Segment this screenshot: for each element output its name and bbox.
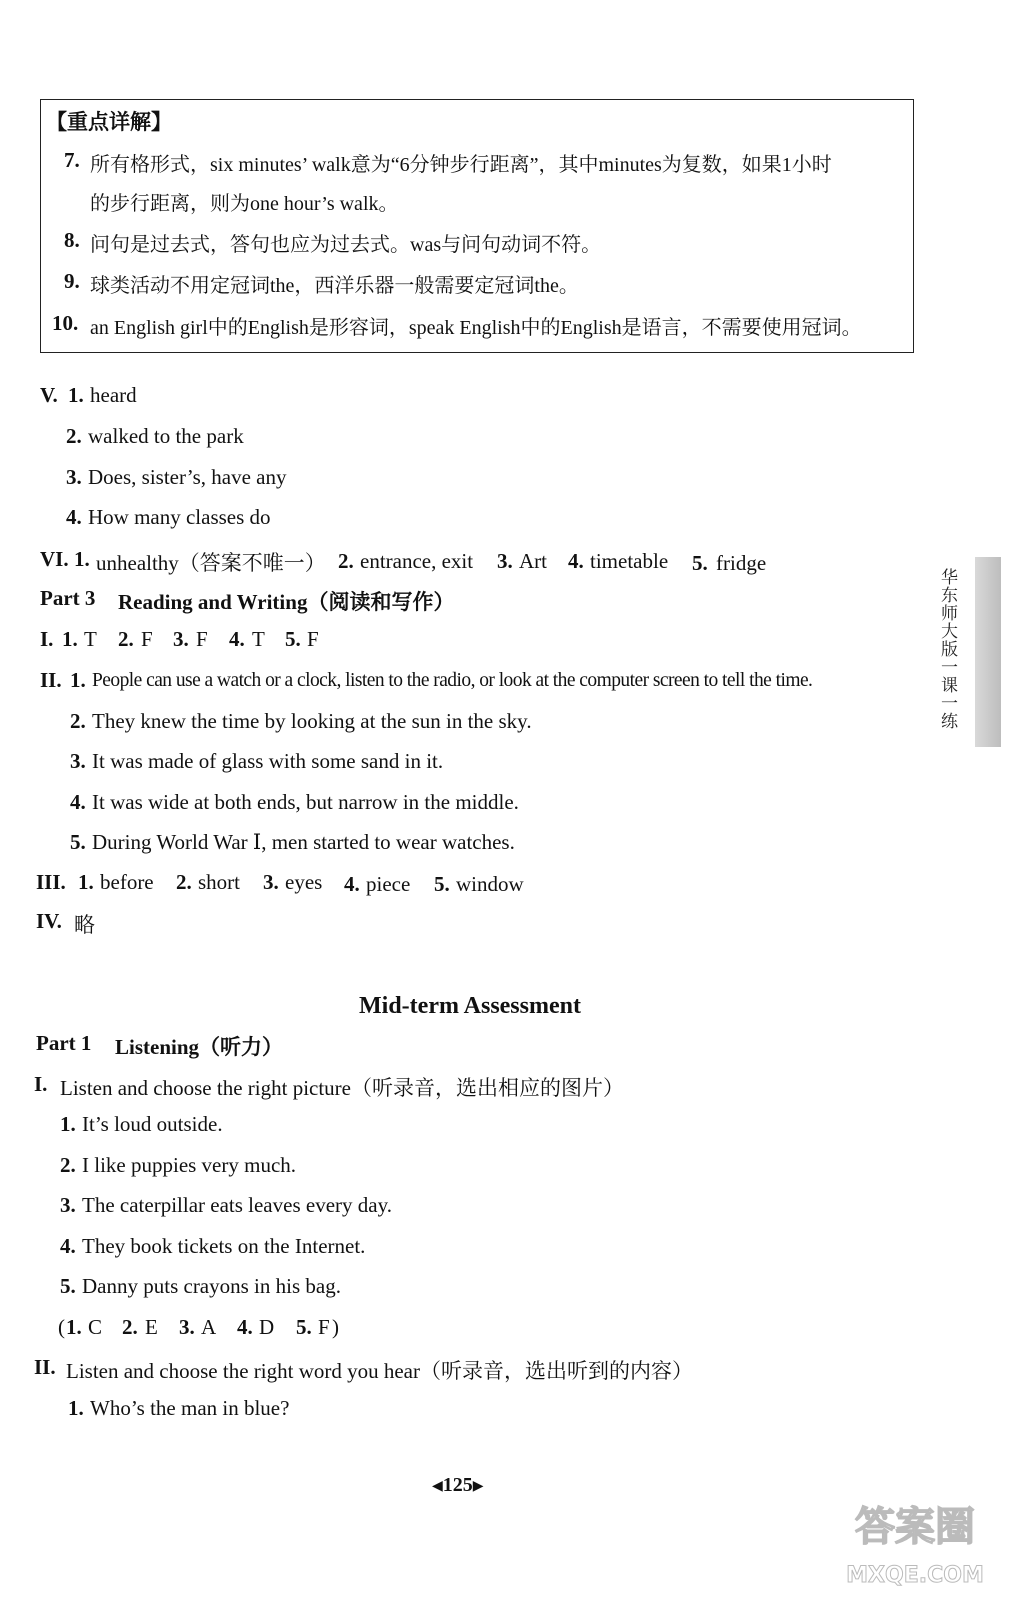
answer-number: 1.: [78, 870, 94, 894]
answer-text: Art: [519, 549, 547, 573]
answer-number: 2.: [118, 627, 134, 651]
answer-text: Danny puts crayons in his bag.: [82, 1274, 341, 1298]
answer-text: Who’s the man in blue?: [90, 1396, 290, 1420]
answer-number: 2.: [70, 709, 86, 733]
answer-number: 3.: [60, 1193, 76, 1217]
key-point-text: 的步行距离，则为one hour’s walk。: [90, 193, 399, 215]
answer-text: walked to the park: [88, 424, 244, 448]
key-point-number: 7.: [64, 148, 80, 172]
section-label: II.: [34, 1355, 56, 1379]
answer-number: 3.: [173, 627, 189, 651]
left-triangle-icon: ◀: [432, 1479, 443, 1494]
answer-text: E: [145, 1315, 158, 1339]
answer-number: 4.: [237, 1315, 253, 1339]
key-point-text: 问句是过去式，答句也应为过去式。was与问句动词不符。: [90, 234, 602, 256]
answer-text: Does, sister’s, have any: [88, 465, 287, 489]
answer-text: During World War Ⅰ, men started to wear watches.: [92, 830, 515, 854]
answer-text: T: [252, 627, 265, 651]
answer-text: D: [259, 1315, 275, 1339]
part-title: Reading and Writing（阅读和写作）: [118, 590, 455, 614]
part-label: Part 3: [40, 586, 96, 610]
answer-text: short: [198, 870, 240, 894]
answer-text: They book tickets on the Internet.: [82, 1234, 366, 1258]
answer-text: fridge: [716, 551, 767, 575]
right-triangle-icon: ▶: [472, 1479, 484, 1494]
answer-text: It was wide at both ends, but narrow in the middle.: [92, 790, 519, 814]
answer-paren-close: ): [332, 1315, 339, 1339]
answer-text: heard: [90, 383, 137, 407]
answer-text: piece: [366, 872, 411, 896]
section-label: V.: [40, 383, 58, 407]
answer-text: F: [141, 627, 153, 651]
section-label: III.: [36, 870, 66, 894]
key-point-number: 9.: [64, 269, 80, 293]
answer-text: T: [84, 627, 97, 651]
answer-text: F: [307, 627, 319, 651]
answer-number: 1.: [70, 668, 86, 692]
key-point-number: 8.: [64, 228, 80, 252]
answer-number: 3.: [179, 1315, 195, 1339]
key-point-text: an English girl中的English是形容词，speak English中的English是语言，不需要使用冠词。: [90, 317, 862, 339]
answer-number: 1.: [74, 547, 90, 571]
section-instruction: Listen and choose the right picture（听录音，选出相应的图片）: [60, 1076, 624, 1100]
key-point-text: 球类活动不用定冠词the，西洋乐器一般需要定冠词the。: [90, 275, 579, 297]
answer-paren-open: (: [58, 1315, 65, 1339]
answer-number: 5.: [692, 551, 708, 575]
answer-number: 4.: [568, 549, 584, 573]
key-points-title: 【重点详解】: [46, 110, 172, 134]
answer-number: 3.: [70, 749, 86, 773]
answer-text: It was made of glass with some sand in it.: [92, 749, 444, 773]
answer-number: 1.: [60, 1112, 76, 1136]
answer-number: 3.: [263, 870, 279, 894]
answer-number: 1.: [66, 1315, 82, 1339]
answer-number: 4.: [70, 790, 86, 814]
section-label: I.: [34, 1072, 48, 1096]
watermark-text-cn: 答案圈: [855, 1504, 975, 1550]
side-tab-label: 华东师大版一课一练: [937, 568, 957, 730]
answer-number: 1.: [68, 1396, 84, 1420]
answer-number: 3.: [66, 465, 82, 489]
answer-number: 5.: [434, 872, 450, 896]
answer-number: 5.: [296, 1315, 312, 1339]
answer-text: It’s loud outside.: [82, 1112, 223, 1136]
answer-number: 4.: [66, 505, 82, 529]
side-tab: [975, 557, 1001, 747]
key-point-text: 所有格形式，six minutes’ walk意为“6分钟步行距离”，其中minutes为复数，如果1小时: [90, 154, 832, 176]
answer-text: The caterpillar eats leaves every day.: [82, 1193, 392, 1217]
watermark-text-url: MXQE.COM: [846, 1563, 984, 1588]
answer-text: eyes: [285, 870, 323, 894]
answer-number: 2.: [122, 1315, 138, 1339]
answer-number: 4.: [60, 1234, 76, 1258]
answer-number: 2.: [338, 549, 354, 573]
answer-text: They knew the time by looking at the sun in the sky.: [92, 709, 532, 733]
page-number-value: 125: [442, 1474, 473, 1496]
section-instruction: Listen and choose the right word you hear（听录音，选出听到的内容）: [66, 1359, 693, 1383]
page-number: [432, 1474, 484, 1497]
answer-text: before: [100, 870, 154, 894]
answer-text: I like puppies very much.: [82, 1153, 297, 1177]
section-label: I.: [40, 627, 54, 651]
answer-text: A: [201, 1315, 217, 1339]
key-point-number: 10.: [52, 311, 79, 335]
answer-number: 2.: [176, 870, 192, 894]
section-label: VI.: [40, 547, 69, 571]
part-title: Listening（听力）: [115, 1035, 284, 1059]
answer-number: 5.: [60, 1274, 76, 1298]
answer-number: 2.: [66, 424, 82, 448]
watermark-logo: [830, 1486, 1000, 1592]
answer-number: 5.: [70, 830, 86, 854]
answer-number: 1.: [68, 383, 84, 407]
answer-text: timetable: [590, 549, 669, 573]
answer-text: F: [196, 627, 208, 651]
answer-number: 4.: [229, 627, 245, 651]
answer-text: unhealthy（答案不唯一）: [96, 551, 326, 575]
answer-text: F: [318, 1315, 330, 1339]
section-label: II.: [40, 668, 62, 692]
answer-text: C: [88, 1315, 103, 1339]
answer-number: 3.: [497, 549, 513, 573]
answer-number: 2.: [60, 1153, 76, 1177]
midterm-title: Mid-term Assessment: [359, 993, 581, 1019]
answer-number: 1.: [62, 627, 78, 651]
answer-number: 4.: [344, 872, 360, 896]
part-label: Part 1: [36, 1031, 92, 1055]
answer-text: window: [456, 872, 524, 896]
answer-text: How many classes do: [88, 505, 271, 529]
answer-number: 5.: [285, 627, 301, 651]
answer-text: People can use a watch or a clock, listen to the radio, or look at the computer screen to tell the time.: [92, 670, 813, 691]
answer-text: entrance, exit: [360, 549, 474, 573]
answer-text: 略: [74, 913, 95, 937]
section-label: IV.: [36, 909, 62, 933]
